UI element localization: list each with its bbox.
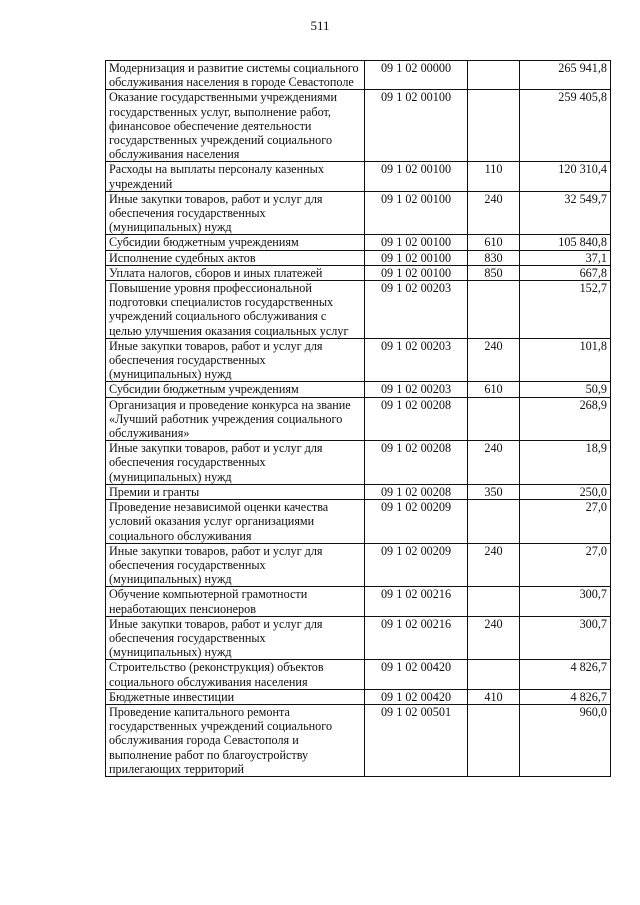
row-code-cell: 09 1 02 00208 — [365, 397, 468, 441]
row-type-cell — [468, 90, 520, 162]
table-row — [106, 660, 611, 689]
row-code-cell: 09 1 02 00208 — [365, 441, 468, 485]
row-type-cell — [468, 500, 520, 544]
row-code-cell: 09 1 02 00420 — [365, 689, 468, 704]
row-amount-cell: 37,1 — [520, 250, 611, 265]
row-amount-cell: 27,0 — [520, 500, 611, 544]
row-type-cell: 830 — [468, 250, 520, 265]
table-row — [106, 587, 611, 616]
row-name-cell: Оказание государственными учреждениями государственных услуг, выполнение работ, финансовое обеспечение деятельности государственных учреждений социального обслуживания населения — [106, 90, 365, 162]
table-row — [106, 484, 611, 499]
row-name-cell: Исполнение судебных актов — [106, 250, 365, 265]
row-amount-cell: 250,0 — [520, 484, 611, 499]
row-amount-cell: 667,8 — [520, 265, 611, 280]
row-name-cell: Модернизация и развитие системы социального обслуживания населения в городе Севастополе — [106, 61, 365, 90]
row-name-cell: Строительство (реконструкция) объектов социального обслуживания населения — [106, 660, 365, 689]
row-code-cell: 09 1 02 00100 — [365, 250, 468, 265]
table-row — [106, 265, 611, 280]
row-code-cell: 09 1 02 00100 — [365, 191, 468, 235]
row-type-cell: 240 — [468, 338, 520, 382]
row-name-cell: Проведение независимой оценки качества условий оказания услуг организациями социального обслуживания — [106, 500, 365, 544]
row-code-cell: 09 1 02 00420 — [365, 660, 468, 689]
row-type-cell: 240 — [468, 191, 520, 235]
row-type-cell: 610 — [468, 235, 520, 250]
row-code-cell: 09 1 02 00203 — [365, 382, 468, 397]
row-amount-cell: 300,7 — [520, 587, 611, 616]
row-code-cell: 09 1 02 00216 — [365, 587, 468, 616]
table-row — [106, 543, 611, 587]
table-row — [106, 250, 611, 265]
row-amount-cell: 27,0 — [520, 543, 611, 587]
row-amount-cell: 265 941,8 — [520, 61, 611, 90]
row-name-cell: Иные закупки товаров, работ и услуг для обеспечения государственных (муниципальных) нужд — [106, 616, 365, 660]
table-row — [106, 382, 611, 397]
row-code-cell: 09 1 02 00208 — [365, 484, 468, 499]
row-type-cell: 850 — [468, 265, 520, 280]
table-row — [106, 61, 611, 90]
table-row — [106, 397, 611, 441]
row-name-cell: Иные закупки товаров, работ и услуг для обеспечения государственных (муниципальных) нужд — [106, 441, 365, 485]
table-row — [106, 704, 611, 776]
row-amount-cell: 32 549,7 — [520, 191, 611, 235]
row-code-cell: 09 1 02 00100 — [365, 162, 468, 191]
row-type-cell — [468, 397, 520, 441]
row-name-cell: Бюджетные инвестиции — [106, 689, 365, 704]
table-row — [106, 338, 611, 382]
table-row — [106, 500, 611, 544]
row-code-cell: 09 1 02 00209 — [365, 543, 468, 587]
row-type-cell — [468, 587, 520, 616]
row-type-cell: 240 — [468, 543, 520, 587]
row-amount-cell: 105 840,8 — [520, 235, 611, 250]
row-code-cell: 09 1 02 00100 — [365, 90, 468, 162]
row-name-cell: Расходы на выплаты персоналу казенных учреждений — [106, 162, 365, 191]
table-row — [106, 616, 611, 660]
row-name-cell: Обучение компьютерной грамотности неработающих пенсионеров — [106, 587, 365, 616]
row-type-cell: 240 — [468, 616, 520, 660]
budget-table-body — [106, 61, 611, 777]
row-amount-cell: 152,7 — [520, 281, 611, 339]
row-type-cell: 410 — [468, 689, 520, 704]
table-row — [106, 90, 611, 162]
row-amount-cell: 120 310,4 — [520, 162, 611, 191]
row-name-cell: Проведение капитального ремонта государственных учреждений социального обслуживания города Севастополя и выполнение работ по благоустройству прилегающих территорий — [106, 704, 365, 776]
row-type-cell — [468, 281, 520, 339]
row-name-cell: Премии и гранты — [106, 484, 365, 499]
row-name-cell: Иные закупки товаров, работ и услуг для обеспечения государственных (муниципальных) нужд — [106, 338, 365, 382]
row-type-cell: 110 — [468, 162, 520, 191]
row-name-cell: Субсидии бюджетным учреждениям — [106, 382, 365, 397]
row-type-cell — [468, 660, 520, 689]
row-amount-cell: 960,0 — [520, 704, 611, 776]
row-type-cell: 240 — [468, 441, 520, 485]
budget-table — [105, 60, 611, 777]
row-type-cell — [468, 61, 520, 90]
row-code-cell: 09 1 02 00209 — [365, 500, 468, 544]
row-type-cell — [468, 704, 520, 776]
row-code-cell: 09 1 02 00203 — [365, 338, 468, 382]
page-number: 511 — [310, 18, 330, 33]
row-code-cell: 09 1 02 00100 — [365, 235, 468, 250]
row-amount-cell: 300,7 — [520, 616, 611, 660]
row-name-cell: Иные закупки товаров, работ и услуг для обеспечения государственных (муниципальных) нужд — [106, 543, 365, 587]
row-amount-cell: 4 826,7 — [520, 689, 611, 704]
row-amount-cell: 4 826,7 — [520, 660, 611, 689]
row-name-cell: Уплата налогов, сборов и иных платежей — [106, 265, 365, 280]
table-row — [106, 441, 611, 485]
row-code-cell: 09 1 02 00203 — [365, 281, 468, 339]
row-amount-cell: 18,9 — [520, 441, 611, 485]
row-amount-cell: 101,8 — [520, 338, 611, 382]
row-amount-cell: 268,9 — [520, 397, 611, 441]
row-name-cell: Субсидии бюджетным учреждениям — [106, 235, 365, 250]
row-amount-cell: 50,9 — [520, 382, 611, 397]
table-row — [106, 281, 611, 339]
table-row — [106, 235, 611, 250]
table-row — [106, 191, 611, 235]
row-code-cell: 09 1 02 00216 — [365, 616, 468, 660]
row-type-cell: 610 — [468, 382, 520, 397]
row-code-cell: 09 1 02 00000 — [365, 61, 468, 90]
row-type-cell: 350 — [468, 484, 520, 499]
row-name-cell: Иные закупки товаров, работ и услуг для обеспечения государственных (муниципальных) нужд — [106, 191, 365, 235]
row-code-cell: 09 1 02 00100 — [365, 265, 468, 280]
row-code-cell: 09 1 02 00501 — [365, 704, 468, 776]
table-row — [106, 162, 611, 191]
table-row — [106, 689, 611, 704]
row-name-cell: Организация и проведение конкурса на звание «Лучший работник учреждения социального обслуживания» — [106, 397, 365, 441]
row-amount-cell: 259 405,8 — [520, 90, 611, 162]
row-name-cell: Повышение уровня профессиональной подготовки специалистов государственных учреждений социального обслуживания с целью улучшения оказания социальных услуг — [106, 281, 365, 339]
